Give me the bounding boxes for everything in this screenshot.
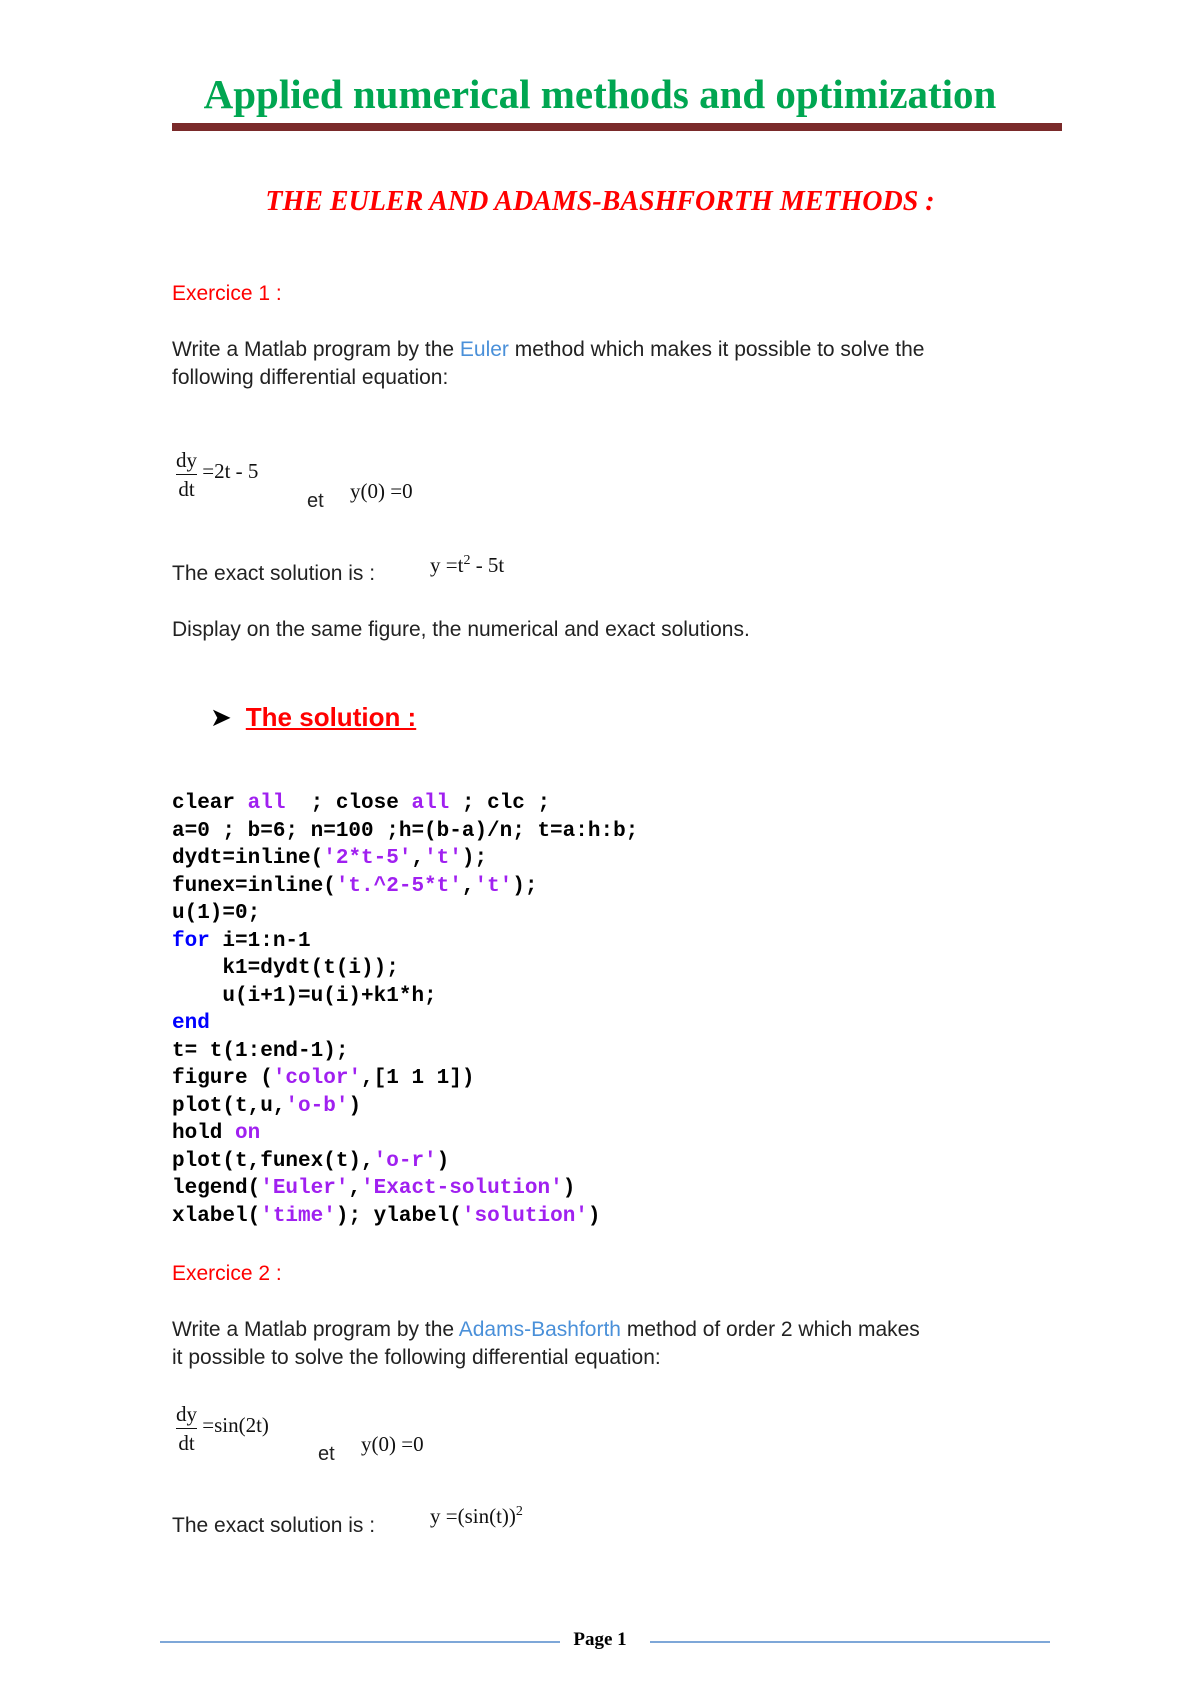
et-connector: et <box>307 490 324 512</box>
code-text: t= t(1:end-1); <box>172 1039 349 1063</box>
exercise-2-equation <box>176 1402 269 1455</box>
document-title: Applied numerical methods and optimization <box>203 71 997 117</box>
matlab-code-block <box>172 790 638 1230</box>
code-line <box>172 790 638 818</box>
solution-label: The solution : <box>245 702 417 732</box>
code-text: , <box>348 1177 362 1200</box>
initial-condition: y(0) =0 <box>361 1432 424 1456</box>
code-text: xlabel( <box>172 1204 261 1228</box>
statement-text: method of order 2 which makes <box>621 1318 920 1341</box>
fraction-numerator: dy <box>176 448 197 472</box>
formula-lhs: y =t <box>430 553 464 577</box>
formula-rest: - 5t <box>470 553 505 577</box>
code-text: figure ( <box>172 1067 273 1090</box>
code-text: hold <box>172 1122 236 1145</box>
solution-heading <box>210 702 416 733</box>
code-keyword: all <box>411 792 450 815</box>
code-text: ) <box>436 1149 450 1173</box>
code-text: a=0 ; b=6; n=100 ;h=(b-a)/n; t=a:h:b; <box>172 819 639 843</box>
code-text: k1=dydt(t(i)); <box>172 957 399 980</box>
code-string: 't' <box>474 874 513 898</box>
code-text: , <box>461 874 475 898</box>
statement-text: method which makes it possible to solve the <box>508 338 925 361</box>
code-text: funex=inline( <box>172 874 336 898</box>
code-string: 'solution' <box>461 1204 588 1228</box>
footer-rule-right <box>650 1641 1050 1643</box>
code-line <box>172 1065 638 1093</box>
code-text: clear <box>172 792 248 815</box>
code-line <box>172 1148 638 1176</box>
code-line <box>172 1010 638 1038</box>
code-line <box>172 955 638 983</box>
code-string: 'o-r' <box>373 1149 437 1173</box>
et-connector: et <box>318 1443 335 1465</box>
method-name: Euler <box>459 338 509 361</box>
code-line <box>172 818 638 846</box>
code-line <box>172 1175 638 1203</box>
arrow-bullet-icon: ➤ <box>210 702 232 732</box>
code-text: u(i+1)=u(i)+k1*h; <box>172 984 437 1008</box>
exact-solution-formula <box>430 553 504 578</box>
code-string: 't.^2-5*t' <box>335 874 462 898</box>
statement-text: Write a Matlab program by the <box>172 338 460 361</box>
code-line <box>172 1038 638 1066</box>
code-text: ; clc ; <box>449 792 551 815</box>
exact-solution-label: The exact solution is : <box>172 1514 376 1537</box>
footer-rule-left <box>160 1641 560 1643</box>
header-rule <box>172 123 1062 131</box>
derivative-fraction <box>176 1402 197 1455</box>
code-text: u(1)=0; <box>172 902 261 925</box>
code-text: ) <box>348 1094 362 1118</box>
code-text: plot(t,u, <box>172 1094 286 1118</box>
derivative-fraction <box>176 448 197 501</box>
formula-lhs: y =(sin(t)) <box>430 1504 516 1528</box>
exact-solution-formula <box>430 1504 523 1529</box>
code-line <box>172 873 638 901</box>
code-text: plot(t,funex(t), <box>172 1149 374 1173</box>
code-line <box>172 983 638 1011</box>
code-line <box>172 1093 638 1121</box>
fraction-denominator: dt <box>178 477 195 501</box>
fraction-bar <box>176 474 197 475</box>
code-text: ; close <box>285 792 412 815</box>
code-text: , <box>411 847 425 870</box>
exercise-2-statement <box>172 1316 920 1372</box>
formula-exponent: 2 <box>515 1504 523 1519</box>
code-string: 'Exact-solution' <box>361 1177 563 1200</box>
code-string: 'o-b' <box>285 1094 349 1118</box>
statement-text: Write a Matlab program by the <box>172 1318 459 1341</box>
code-text: ); <box>461 847 488 870</box>
exercise-1-statement <box>172 336 924 392</box>
page-number: Page 1 <box>573 1629 627 1650</box>
code-text: ) <box>562 1177 576 1200</box>
code-keyword: for <box>172 929 210 953</box>
statement-line-2: following differential equation: <box>172 366 449 389</box>
initial-condition: y(0) =0 <box>350 479 413 503</box>
code-line <box>172 845 638 873</box>
fraction-denominator: dt <box>178 1431 195 1455</box>
code-string: 'color' <box>272 1067 362 1090</box>
code-line <box>172 1120 638 1148</box>
exercise-1-equation <box>176 448 258 501</box>
fraction-bar <box>176 1428 197 1429</box>
code-text: ); ylabel( <box>335 1204 462 1228</box>
method-name: Adams-Bashforth <box>458 1318 621 1341</box>
code-keyword: end <box>172 1012 210 1035</box>
code-string: '2*t-5' <box>323 847 412 870</box>
section-title: THE EULER AND ADAMS-BASHFORTH METHODS : <box>265 186 935 217</box>
code-string: 'time' <box>260 1204 336 1228</box>
statement-line-2: it possible to solve the following differential equation: <box>172 1346 661 1369</box>
exact-solution-label: The exact solution is : <box>172 562 376 585</box>
exercise-1-heading: Exercice 1 : <box>172 282 282 305</box>
code-text: ); <box>512 874 538 898</box>
formula-exponent: 2 <box>463 553 471 568</box>
fraction-numerator: dy <box>176 1402 197 1426</box>
exercise-2-heading: Exercice 2 : <box>172 1262 282 1285</box>
code-string: 't' <box>424 847 462 870</box>
equation-rhs: =2t - 5 <box>202 459 259 483</box>
code-line <box>172 928 638 956</box>
code-line <box>172 1203 638 1231</box>
code-text: i=1:n-1 <box>209 929 311 953</box>
code-text: ,[1 1 1]) <box>361 1067 475 1090</box>
code-text: dydt=inline( <box>172 847 324 870</box>
code-string: 'Euler' <box>260 1177 349 1200</box>
equation-rhs: =sin(2t) <box>202 1413 269 1437</box>
code-text: ) <box>587 1204 601 1228</box>
display-instruction: Display on the same figure, the numerical and exact solutions. <box>172 618 750 641</box>
code-keyword: on <box>235 1122 261 1145</box>
code-line <box>172 900 638 928</box>
code-text: legend( <box>172 1177 261 1200</box>
code-keyword: all <box>247 792 286 815</box>
